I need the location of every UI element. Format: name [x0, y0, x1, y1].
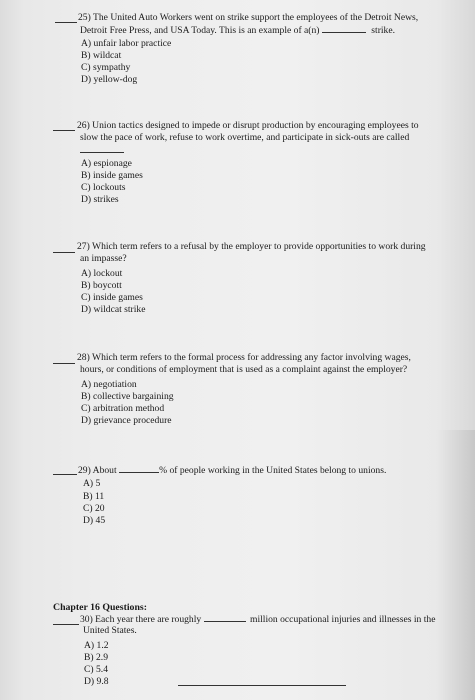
option-q27-b[interactable]: B) boycott — [81, 280, 122, 291]
option-q26-b[interactable]: B) inside games — [81, 170, 143, 181]
question-25-text-1: 25) The United Auto Workers went on strike support the employees of the Detroit News, — [78, 12, 419, 23]
answer-blank-q30[interactable] — [53, 624, 79, 625]
page-shadow — [435, 430, 475, 700]
option-q28-c[interactable]: C) arbitration method — [81, 403, 165, 414]
option-q29-d[interactable]: D) 45 — [83, 515, 106, 526]
option-q25-c[interactable]: C) sympathy — [81, 62, 131, 73]
question-28-line-1 — [77, 352, 411, 364]
question-26-text-1: 26) Union tactics designed to impede or disrupt production by encouraging employees to — [77, 120, 419, 131]
question-28-text-1: 28) Which term refers to the formal process for addressing any factor involving wages, — [77, 352, 411, 363]
chapter-heading: Chapter 16 Questions: — [53, 602, 147, 613]
question-28-line-2 — [80, 364, 407, 376]
inline-blank-q30[interactable] — [204, 613, 246, 622]
answer-blank-q27[interactable] — [53, 252, 75, 253]
option-q28-d[interactable]: D) grievance procedure — [81, 415, 172, 426]
question-30-text-2: million occupational injuries and illnesses in the — [250, 614, 436, 625]
option-q25-b[interactable]: B) wildcat — [81, 50, 122, 61]
option-q27-a[interactable]: A) lockout — [81, 268, 123, 279]
question-29-text-1: 29) About — [78, 465, 117, 476]
answer-blank-q29[interactable] — [53, 474, 77, 475]
inline-blank-q25[interactable] — [322, 24, 366, 33]
option-q27-d[interactable]: D) wildcat strike — [81, 304, 146, 315]
question-30-text-3: United States. — [83, 625, 137, 636]
option-q29-c[interactable]: C) 20 — [83, 503, 105, 514]
option-q26-c[interactable]: C) lockouts — [81, 182, 126, 193]
question-25-text-2: Detroit Free Press, and USA Today. This is an example of a(n) — [80, 25, 320, 36]
option-q30-b[interactable]: B) 2.9 — [84, 652, 108, 663]
question-25-line-1 — [78, 12, 418, 24]
question-27-line-2 — [80, 253, 127, 265]
question-30-line-2 — [83, 625, 137, 637]
question-27-text-1: 27) Which term refers to a refusal by the employer to provide opportunities to work during — [77, 241, 426, 252]
question-30-text-1: 30) Each year there are roughly — [80, 614, 202, 625]
question-27-text-2: an impasse? — [80, 253, 127, 264]
inline-blank-q26[interactable] — [80, 152, 124, 153]
question-28-text-2: hours, or conditions of employment that is used as a complaint against the employer? — [80, 364, 408, 375]
option-q27-c[interactable]: C) inside games — [81, 292, 143, 303]
option-q30-c[interactable]: C) 5.4 — [84, 664, 108, 675]
question-27-line-1 — [77, 241, 426, 253]
answer-blank-q28[interactable] — [53, 363, 75, 364]
question-26-line-1 — [77, 120, 419, 132]
option-q30-a[interactable]: A) 1.2 — [84, 640, 109, 651]
page-bottom-rule — [178, 685, 346, 686]
option-q30-d[interactable]: D) 9.8 — [84, 676, 109, 687]
question-26-text-2: slow the pace of work, refuse to work overtime, and participate in sick-outs are called — [80, 132, 410, 143]
question-29-text-2: % of people working in the United States belong to unions. — [159, 465, 387, 476]
question-25-text-3: strike. — [371, 25, 396, 36]
question-25-line-2 — [80, 24, 395, 37]
answer-blank-q26[interactable] — [53, 130, 75, 131]
option-q26-a[interactable]: A) espionage — [81, 158, 132, 169]
option-q28-b[interactable]: B) collective bargaining — [81, 391, 174, 402]
option-q29-a[interactable]: A) 5 — [83, 478, 101, 489]
answer-blank-q25[interactable] — [55, 22, 77, 23]
inline-blank-q29[interactable] — [119, 464, 159, 473]
option-q25-a[interactable]: A) unfair labor practice — [81, 38, 172, 49]
question-29-line-1 — [78, 464, 386, 477]
question-26-line-2 — [80, 132, 409, 144]
option-q25-d[interactable]: D) yellow-dog — [81, 74, 138, 85]
option-q26-d[interactable]: D) strikes — [81, 194, 119, 205]
option-q28-a[interactable]: A) negotiation — [81, 379, 137, 390]
option-q29-b[interactable]: B) 11 — [83, 491, 105, 502]
